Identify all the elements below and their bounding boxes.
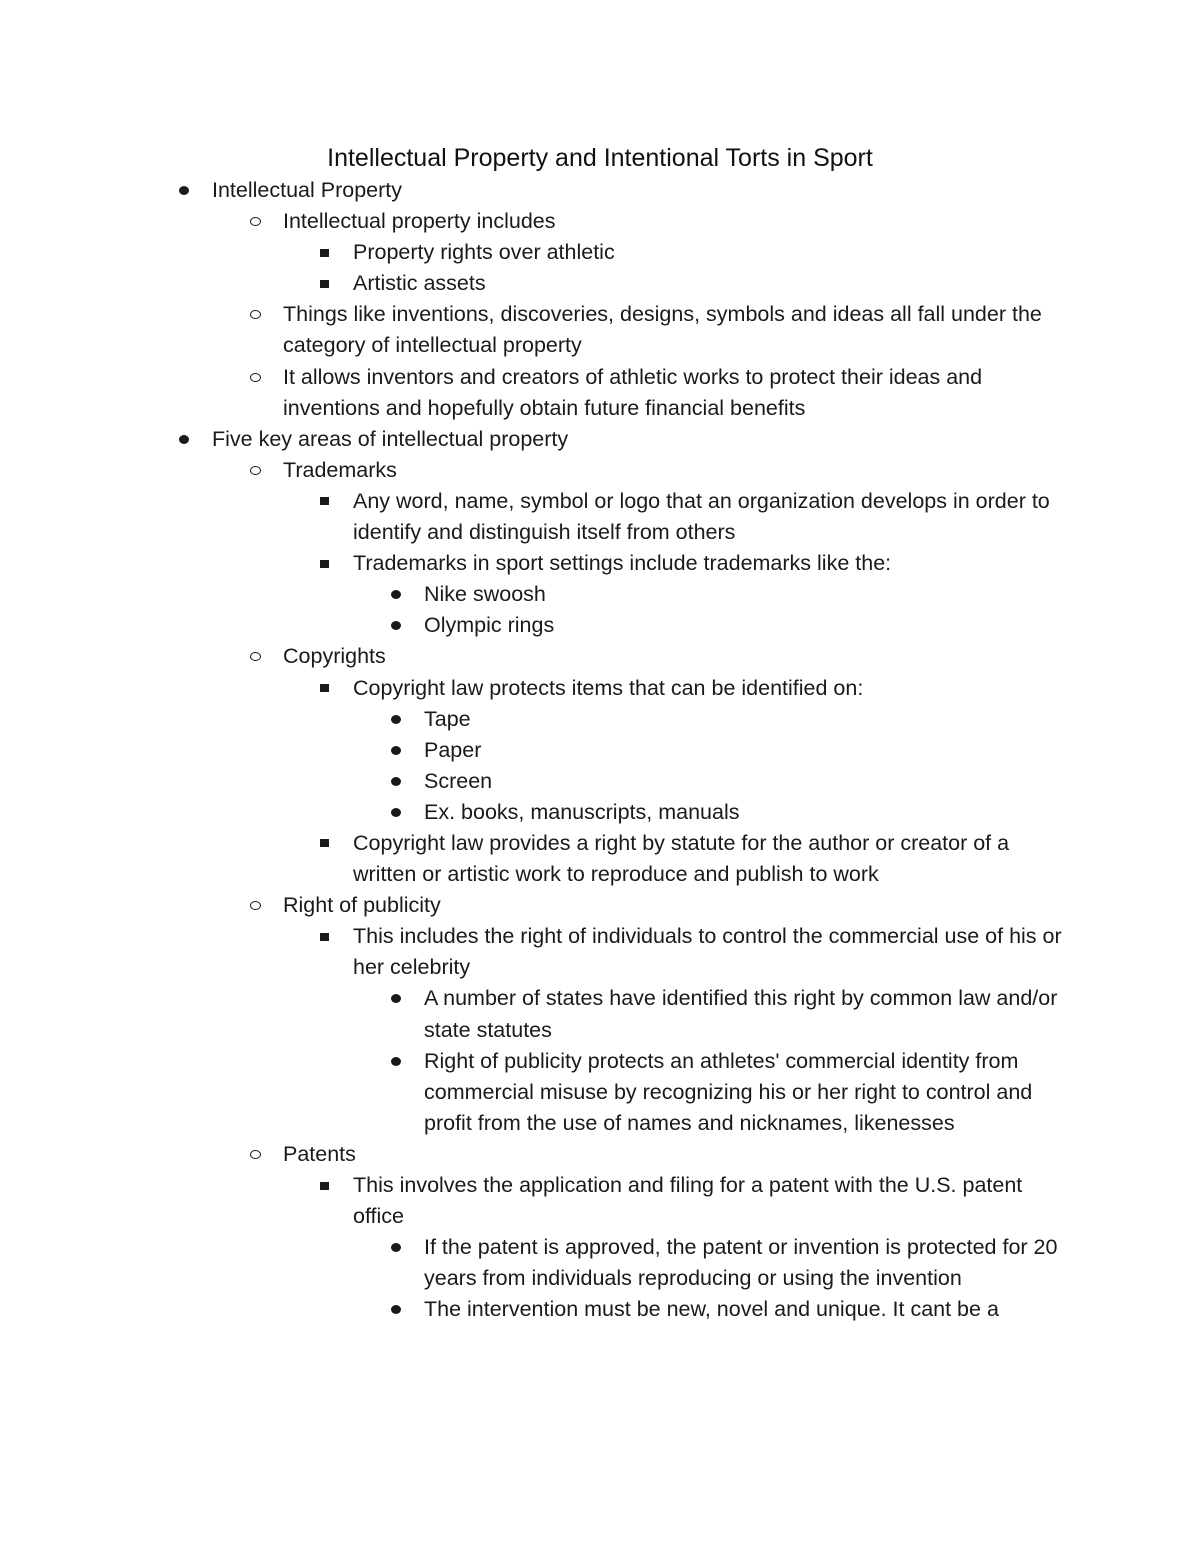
list-item [0, 455, 1063, 486]
list-item-text: Right of publicity [283, 893, 441, 918]
filled-dot-icon [389, 766, 403, 797]
list-item-text: Intellectual property includes [283, 209, 556, 234]
list-item-text: Olympic rings [424, 613, 555, 638]
filled-square-icon [317, 268, 331, 299]
list-item [0, 579, 1064, 610]
list-item [0, 704, 1064, 735]
list-item [0, 548, 1063, 579]
list-item-text: Patents [283, 1141, 356, 1166]
list-item [0, 268, 1063, 299]
list-item-text: Any word, name, symbol or logo that an organization develops in order to identify and distinguish itself from others [353, 488, 1050, 545]
list-item-text: Ex. books, manuscripts, manuals [424, 799, 740, 824]
list-item-text: Intellectual Property [212, 178, 403, 202]
hollow-circle-icon [248, 362, 262, 393]
list-item-text: Artistic assets [353, 271, 486, 296]
list-item [0, 921, 1063, 983]
hollow-circle-icon [248, 641, 262, 672]
filled-dot-icon [389, 1046, 403, 1077]
filled-dot-icon [389, 610, 403, 641]
list-item-text: Copyrights [283, 644, 386, 669]
list-item [0, 828, 1063, 890]
list-item-text: If the patent is approved, the patent or invention is protected for 20 years from individuals reproducing or using the invention [424, 1235, 1058, 1291]
filled-square-icon [317, 921, 331, 952]
filled-dot-icon [389, 1294, 403, 1325]
hollow-circle-icon [248, 1139, 262, 1170]
list-item [0, 735, 1064, 766]
list-item [0, 299, 1063, 361]
list-item [0, 362, 1063, 424]
filled-dot-icon [389, 735, 403, 766]
list-item [0, 890, 1063, 921]
list-item [0, 1294, 1064, 1325]
filled-dot-icon [389, 1232, 403, 1263]
list-item-text: Copyright law protects items that can be identified on: [353, 675, 864, 700]
list-item [0, 1046, 1064, 1139]
page-title: Intellectual Property and Intentional Torts in Sport [327, 144, 873, 172]
list-item [0, 424, 1062, 455]
hollow-circle-icon [248, 455, 262, 486]
list-item [0, 983, 1064, 1045]
filled-dot-icon [389, 797, 403, 828]
list-item-text: Five key areas of intellectual property [212, 426, 569, 451]
list-item [0, 237, 1063, 268]
filled-dot-icon [389, 579, 403, 610]
filled-square-icon [317, 237, 331, 268]
hollow-circle-icon [248, 890, 262, 921]
filled-square-icon [317, 828, 331, 859]
filled-square-icon [317, 1170, 331, 1201]
list-item-text: Screen [424, 768, 493, 793]
list-item [0, 797, 1064, 828]
list-item-text: Copyright law provides a right by statute for the author or creator of a written or artistic work to reproduce and publish to work [353, 830, 1010, 887]
filled-dot-icon [177, 424, 191, 455]
bullet-outline [0, 175, 1200, 1325]
hollow-circle-icon [248, 299, 262, 330]
list-item-text: This includes the right of individuals to control the commercial use of his or her celebrity [353, 924, 1062, 980]
list-item-text: It allows inventors and creators of athletic works to protect their ideas and inventions and hopefully obtain future financial benefits [283, 364, 983, 420]
filled-square-icon [317, 548, 331, 579]
list-item-text: A number of states have identified this right by common law and/or state statutes [424, 986, 1058, 1042]
list-item [0, 610, 1064, 641]
list-item [0, 673, 1063, 704]
list-item-text: Trademarks in sport settings include trademarks like the: [353, 551, 892, 576]
list-item [0, 766, 1064, 797]
list-item [0, 641, 1063, 672]
filled-square-icon [317, 486, 331, 517]
list-item [0, 175, 1062, 206]
hollow-circle-icon [248, 206, 262, 237]
list-item [0, 1232, 1064, 1294]
list-item-text: Nike swoosh [424, 582, 546, 607]
list-item-text: The intervention must be new, novel and unique. It cant be a [424, 1297, 999, 1322]
list-item-text: Property rights over athletic [353, 240, 615, 265]
filled-dot-icon [389, 983, 403, 1014]
list-item-text: This involves the application and filing for a patent with the U.S. patent office [353, 1173, 1023, 1229]
list-item-text: Things like inventions, discoveries, designs, symbols and ideas all fall under the category of intellectual property [283, 302, 1042, 358]
list-item [0, 206, 1063, 237]
list-item [0, 1170, 1063, 1232]
filled-dot-icon [389, 704, 403, 735]
list-item-text: Tape [424, 706, 471, 731]
list-item [0, 1139, 1063, 1170]
list-item-text: Right of publicity protects an athletes' commercial identity from commercial misuse by recognizing his or her right to control and profit from the use of names and nicknames, likenesses [424, 1048, 1033, 1135]
list-item-text: Paper [424, 737, 482, 762]
list-item-text: Trademarks [283, 457, 397, 482]
filled-dot-icon [177, 175, 191, 206]
filled-square-icon [317, 673, 331, 704]
list-item [0, 486, 1063, 548]
